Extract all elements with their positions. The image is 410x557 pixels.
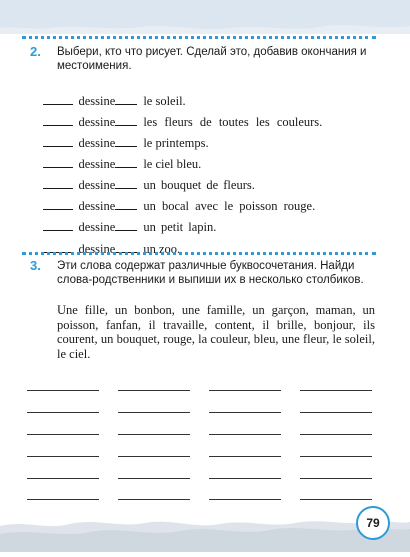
writing-line[interactable] [209, 390, 281, 391]
writing-line[interactable] [27, 412, 99, 413]
exercise-row [30, 142, 202, 171]
verb: dessine [78, 178, 116, 192]
writing-line[interactable] [118, 456, 190, 457]
writing-line[interactable] [27, 390, 99, 391]
verb: dessine [78, 94, 116, 108]
writing-line[interactable] [300, 456, 372, 457]
bottom-decorative-band [0, 512, 410, 552]
page-number: 79 [366, 516, 380, 530]
exercise-row [30, 121, 209, 150]
writing-line[interactable] [209, 434, 281, 435]
writing-line[interactable] [300, 434, 372, 435]
separator-middle [22, 252, 376, 255]
row-complement: le printemps. [143, 136, 209, 150]
row-complement: un bouquet de fleurs. [143, 178, 255, 192]
top-decorative-band [0, 0, 410, 34]
exercise-row [30, 184, 316, 213]
row-complement: le ciel bleu. [143, 157, 202, 171]
exercise-row [30, 227, 181, 256]
verb: dessine [78, 242, 116, 256]
writing-line[interactable] [209, 478, 281, 479]
task-3-instruction: Эти слова содержат различные буквосочетания. Найди слова-родственники и выпиши их в несколько столбиков. [57, 260, 364, 286]
writing-line[interactable] [300, 499, 372, 500]
task-2-number: 2. [30, 44, 41, 59]
verb: dessine [78, 199, 116, 213]
row-complement: un zoo. [143, 242, 181, 256]
writing-line[interactable] [27, 499, 99, 500]
row-complement: un petit lapin. [143, 220, 217, 234]
writing-line[interactable] [118, 499, 190, 500]
writing-line[interactable] [209, 412, 281, 413]
verb: dessine [78, 220, 116, 234]
task-3-number: 3. [30, 258, 41, 273]
writing-line[interactable] [118, 412, 190, 413]
writing-line[interactable] [300, 478, 372, 479]
separator-top [22, 36, 376, 39]
writing-line[interactable] [209, 456, 281, 457]
writing-line[interactable] [118, 434, 190, 435]
writing-line[interactable] [300, 412, 372, 413]
page-number-badge [356, 506, 390, 540]
verb: dessine [78, 115, 116, 129]
writing-line[interactable] [27, 478, 99, 479]
exercise-row [30, 79, 186, 108]
exercise-row [30, 205, 217, 234]
row-complement: les fleurs de toutes les couleurs. [143, 115, 323, 129]
writing-line[interactable] [300, 390, 372, 391]
writing-line[interactable] [118, 478, 190, 479]
verb: dessine [78, 157, 116, 171]
word-list: Une fille, un bonbon, une famille, un garçon, maman, un poisson, fanfan, il travaille, content, il brille, bonjour, ils courent, un bouquet, rouge, la couleur, bleu, une fleur, le soleil, le ciel. [57, 303, 375, 361]
writing-line[interactable] [118, 390, 190, 391]
writing-line[interactable] [27, 434, 99, 435]
exercise-row [30, 100, 323, 129]
writing-line[interactable] [27, 456, 99, 457]
row-complement: le soleil. [143, 94, 186, 108]
row-complement: un bocal avec le poisson rouge. [143, 199, 316, 213]
exercise-row [30, 163, 255, 192]
verb: dessine [78, 136, 116, 150]
writing-line[interactable] [209, 499, 281, 500]
task-2-instruction: Выбери, кто что рисует. Сделай это, добавив окончания и местоимения. [57, 46, 367, 72]
